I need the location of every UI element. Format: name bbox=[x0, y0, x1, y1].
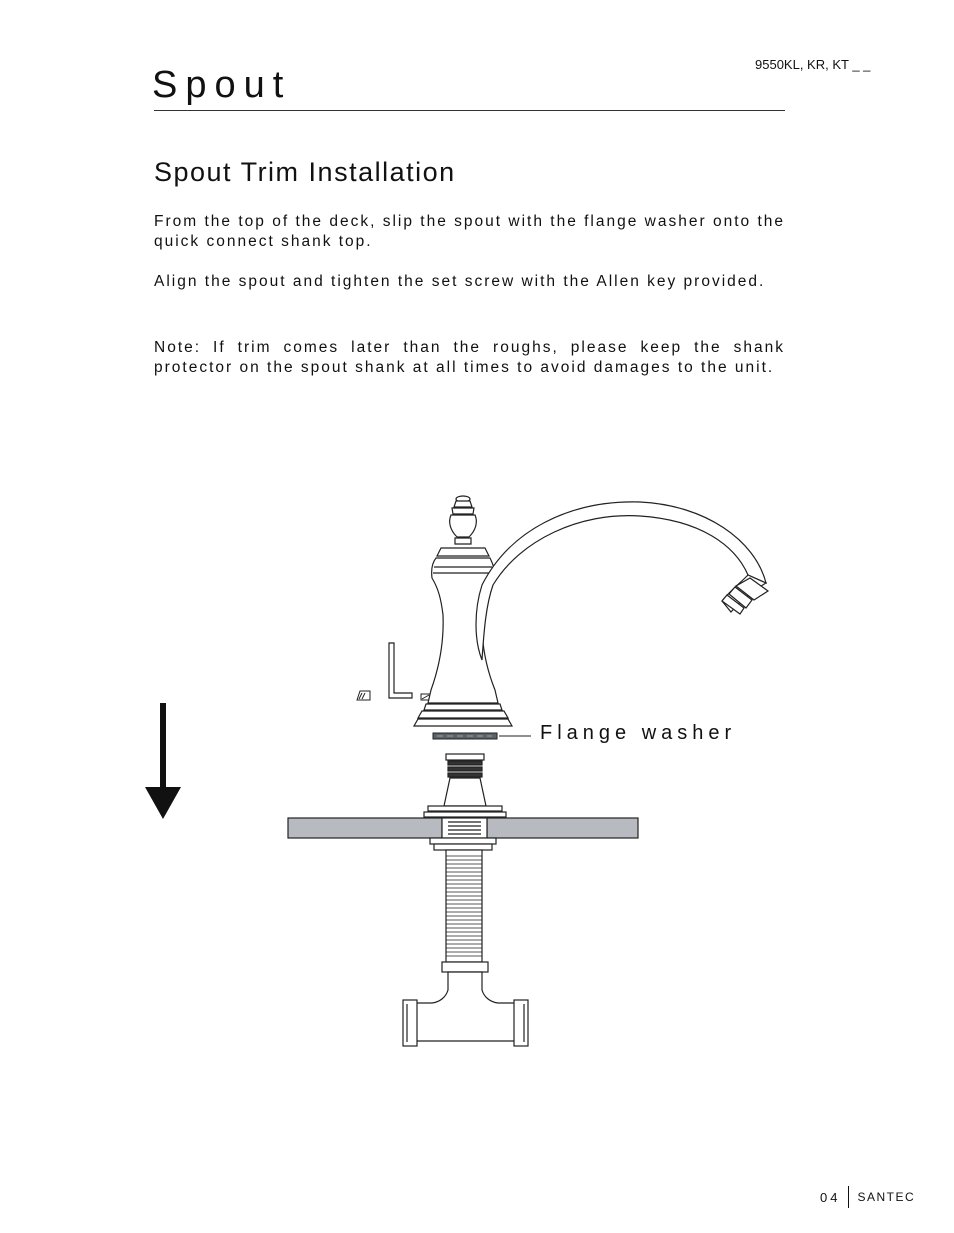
flange-washer-label: Flange washer bbox=[540, 722, 737, 744]
allen-key-icon bbox=[389, 643, 412, 698]
section-title: Spout Trim Installation bbox=[154, 157, 456, 187]
tee-connector bbox=[403, 972, 528, 1046]
page-number: 04 bbox=[820, 1189, 841, 1205]
threaded-shank bbox=[430, 838, 496, 972]
instruction-paragraph-1: From the top of the deck, slip the spout with the flange washer onto the quick connect shank top. bbox=[154, 213, 785, 250]
note-paragraph: Note: If trim comes later than the roughs, please keep the shank protector on the spout shank at all times to avoid damages to the unit. bbox=[154, 339, 785, 376]
down-arrow-icon bbox=[145, 703, 181, 819]
brand-logo: SANTEC bbox=[857, 1190, 916, 1204]
quick-connect-shank bbox=[424, 754, 506, 817]
deck bbox=[288, 818, 638, 838]
instruction-paragraph-2: Align the spout and tighten the set screw with the Allen key provided. bbox=[154, 273, 766, 290]
footer bbox=[820, 1186, 915, 1208]
spout-icon bbox=[414, 496, 768, 726]
page-title: Spout bbox=[152, 64, 292, 106]
model-codes: 9550KL, KR, KT _ _ bbox=[755, 57, 871, 72]
